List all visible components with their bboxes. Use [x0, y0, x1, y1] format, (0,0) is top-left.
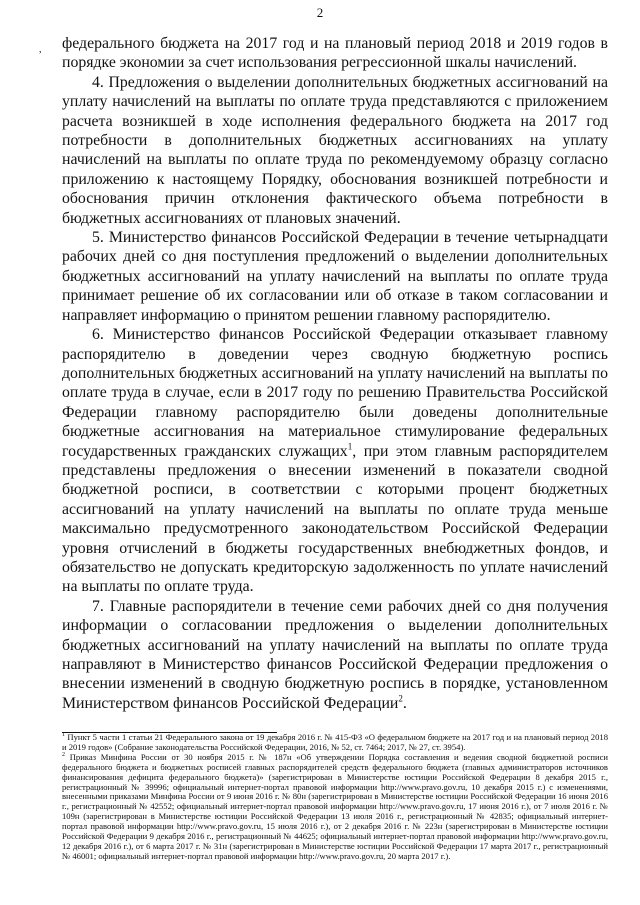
paragraph-4: 4. Предложения о выделении дополнительных бюджетных ассигнований на уплату начислений на выплаты по оплате труда представляются с приложением расчета возникшей в ходе исполнения федерального бюджета на 2017 год потребности в дополнительных бюджетных ассигнованиях на уплату начислений на выплаты по оплате труда по рекомендуемому образцу согласно приложению к настоящему Порядку, обоснования возникшей потребности и обоснования причин отклонения фактического объема потребности в бюджетных ассигнованиях от плановых значений.: [62, 73, 608, 227]
paragraph-continuation: федерального бюджета на 2017 год и на плановый период 2018 и 2019 годов в порядке экономии за счет использования регрессионной шкалы начислений.: [62, 35, 608, 72]
footnote-mark-2: 2: [62, 751, 65, 758]
margin-mark: ,: [39, 44, 42, 55]
footnote-2: [62, 753, 608, 862]
paragraph-7-text-end: .: [402, 694, 407, 712]
paragraph-7: [62, 597, 608, 713]
footnote-1: [62, 733, 608, 753]
footnote-mark-1: 1: [62, 732, 65, 739]
page-number: 2: [316, 5, 324, 20]
paragraph-5: 5. Министерство финансов Российской Федерации в течение четырнадцати рабочих дней со дня поступления предложений о выделении дополнительных бюджетных ассигнований на уплату начислений на выплаты по оплате труда принимает решение об их согласовании или об отказе в таком согласовании и направляет информацию о принятом решении главному распорядителю.: [62, 229, 608, 324]
document-body: [62, 34, 608, 713]
footnote-2-text: Приказ Минфина России от 30 ноября 2015 г. № 187н «Об утверждении Порядка составления и ведения сводной бюджетной росписи федерального бюджета и бюджетных росписей главных распорядителей средств федерального бюджета (главных администраторов источников финансирования дефицита федерального бюджета)» (зарегистрирован в Министерстве юстиции Российской Федерации 8 декабря 2015 г., регистрационный № 39996; официальный интернет-портал правовой информации http://www.pravo.gov.ru, 10 декабря 2015 г.) с изменениями, внесенными приказами Минфина России от 9 июня 2016 г. № 80н (зарегистрирован в Министерстве юстиции Российской Федерации 16 июня 2016 г., регистрационный № 42552; официальный интернет-портал правовой информации http://www.pravo.gov.ru, 17 июня 2016 г.), от 7 июля 2016 г. № 109н (зарегистрирован в Министерстве юстиции Российской Федерации 13 июля 2016 г., регистрационный № 42835; официальный интернет-портал правовой информации http://www.pravo.gov.ru, 15 июля 2016 г.), от 2 декабря 2016 г. № 223н (зарегистрирован в Министерстве юстиции Российской Федерации 9 декабря 2016 г., регистрационный № 44625; официальный интернет-портал правовой информации http://www.pravo.gov.ru, 12 декабря 2016 г.), от 6 марта 2017 г. № 31н (зарегистрирован в Министерстве юстиции Российской Федерации 17 марта 2017 г., регистрационный № 46001; официальный интернет-портал правовой информации http://www.pravo.gov.ru, 20 марта 2017 г.).: [62, 751, 608, 861]
footnote-ref-2[interactable]: 2: [398, 693, 403, 704]
footnote-ref-1[interactable]: 1: [347, 441, 353, 452]
footnote-1-text: Пункт 5 части 1 статьи 21 Федерального закона от 19 декабря 2016 г. № 415-ФЗ «О федеральном бюджете на 2017 год и на плановый период 2018 и 2019 годов» (Собрание законодательства Российской Федерации, 2016, № 52, ст. 7464; 2017, № 27, ст. 3954).: [62, 732, 608, 752]
paragraph-7-text-start: 7. Главные распорядители в течение семи рабочих дней со дня получения информации о согласовании предложения о выделении дополнительных бюджетных ассигнований на уплату начислений на выплаты по оплате труда направляют в Министерство финансов Российской Федерации предложения о внесении изменений в сводную бюджетную роспись в порядке, установленном Министерством финансов Российской Федерации: [62, 597, 608, 712]
paragraph-6-text-start: 6. Министерство финансов Российской Федерации отказывает главному распорядителю в доведении через сводную бюджетную роспись дополнительных бюджетных ассигнований на уплату начислений на выплаты по оплате труда в случае, если в 2017 году по решению Правительства Российской Федерации главному распорядителю были доведены дополнительные бюджетные ассигнования на материальное стимулирование федеральных государственных гражданских служащих: [62, 326, 608, 460]
footnotes: [62, 733, 608, 862]
paragraph-6: [62, 325, 608, 597]
paragraph-6-text-end: , при этом главным распорядителем представлены предложения о внесении изменений в показатели сводной бюджетной росписи, в соответствии с которыми процент бюджетных ассигнований на уплату начислений на выплаты по оплате труда меньше максимально предусмотренного законодательством Российской Федерации уровня отчислений в бюджеты государственных внебюджетных фондов, и обязательство не допускать кредиторскую задолженность по уплате начислений на выплаты по оплате труда.: [62, 442, 609, 596]
